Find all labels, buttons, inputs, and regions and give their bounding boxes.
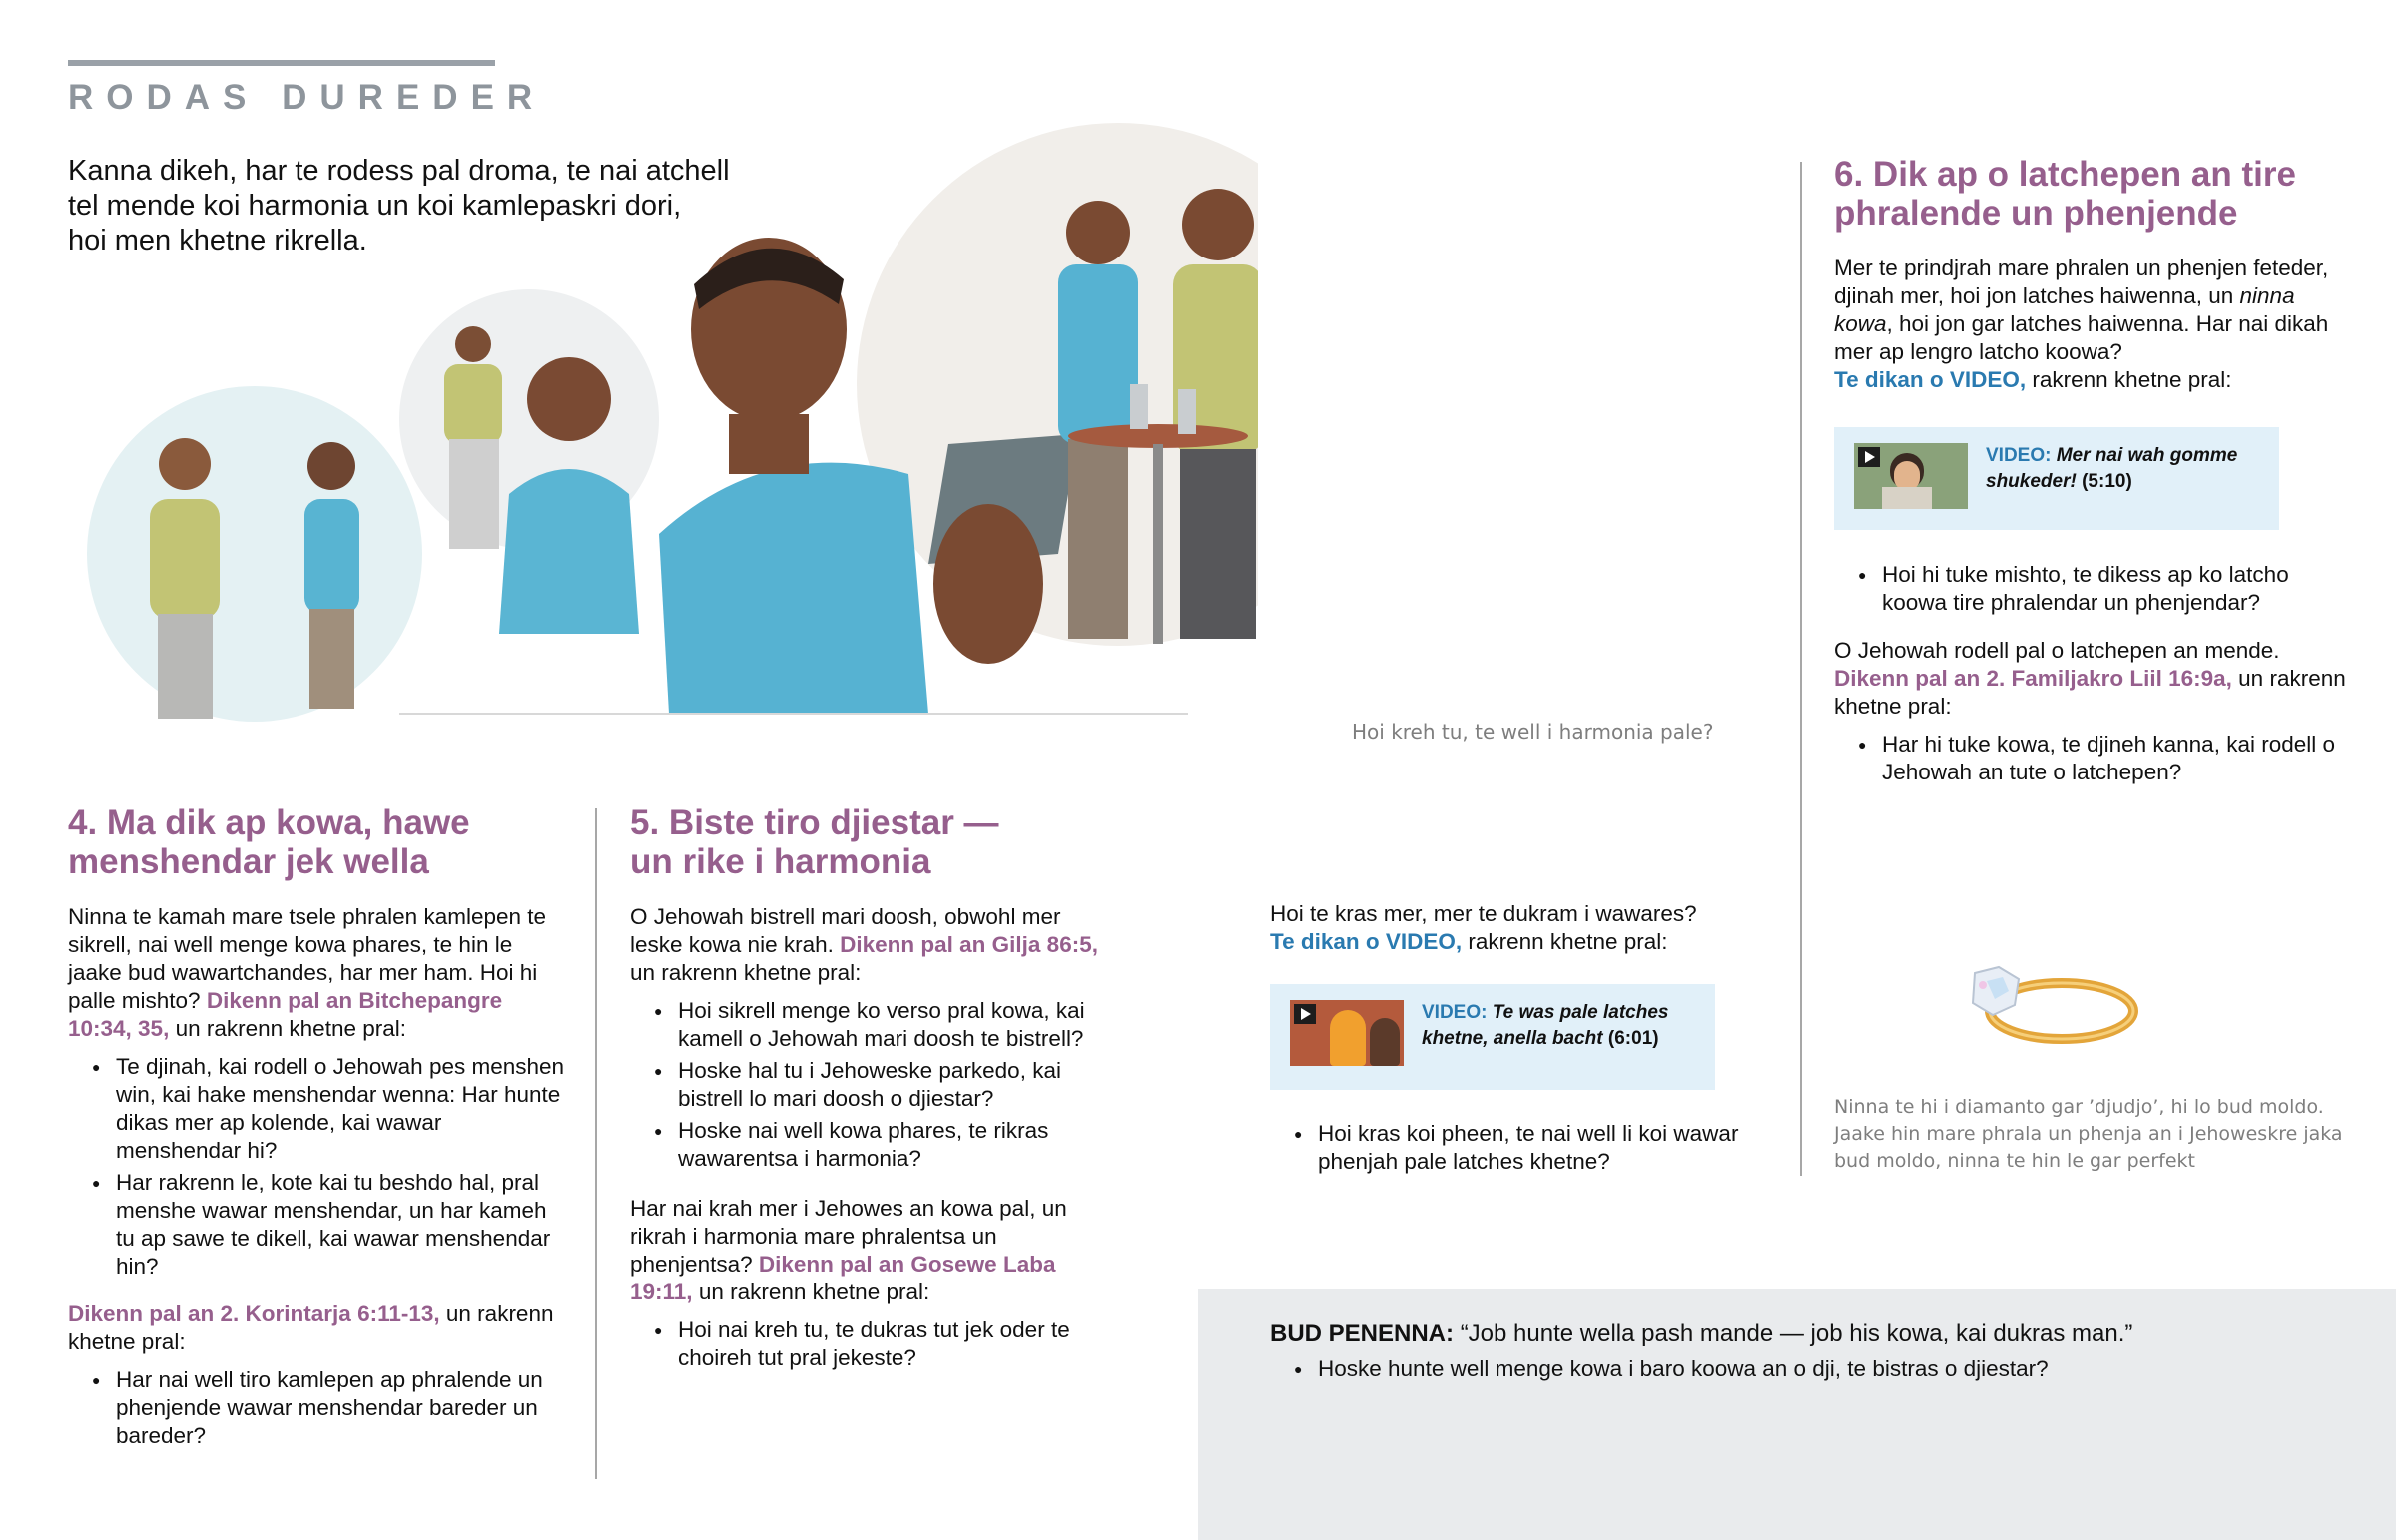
middle-block — [1270, 900, 1789, 956]
middle-video-prompt: Te dikan o VIDEO, rakrenn khetne pral: — [1270, 929, 1668, 954]
summary-content — [1270, 1319, 2368, 1383]
section-5-title: 5. Biste tiro djiestar — un rike i harmonia — [630, 803, 999, 881]
video-title-middle: VIDEO: Te was pale latches khetne, anella bacht (6:01) — [1422, 1002, 1669, 1049]
section-4-paragraph-2: Dikenn pal an 2. Korintarja 6:11-13, un rakrenn khetne pral: — [68, 1301, 554, 1354]
section-4-paragraph: Ninna te kamah mare tsele phralen kamlepen te sikrell, nai well menge kowa phares, te hin le jaake bud wawartchandes, har mer ham. Hoi hi palle mishto? Dikenn pal an Bitchepangre 10:34, 35, un rakrenn khetne pral: — [68, 904, 547, 1041]
section-5-paragraph-2: Har nai krah mer i Jehowes an kowa pal, un rikrah i harmonia mare phralentsa un phenjentsa? Dikenn pal an Gosewe Laba 19:11, un rakrenn khetne pral: — [630, 1196, 1067, 1304]
question-item: ● Hoske hunte well menge kowa i baro koowa an o dji, te bistras o djiestar? — [1270, 1355, 2368, 1383]
scripture-reference[interactable]: Dikenn pal an 2. Familjakro Liil 16:9a, — [1834, 666, 2232, 691]
scripture-reference[interactable]: Dikenn pal an 2. Korintarja 6:11-13, — [68, 1301, 440, 1326]
section-6-paragraph-2: O Jehowah rodell pal o latchepen an mende. Dikenn pal an 2. Familjakro Liil 16:9a, un rakrenn khetne pral: — [1834, 638, 2346, 719]
question-item: ● Har hi tuke kowa, te djineh kanna, kai rodell o Jehowah an tute o latchepen? — [1834, 731, 2353, 786]
section-6-questions-2 — [1834, 731, 2353, 786]
section-4 — [68, 803, 567, 1450]
video-card-section-6[interactable] — [1834, 427, 2279, 530]
diamond-ring-icon — [1937, 953, 2146, 1073]
section-5-questions — [630, 997, 1099, 1173]
ring-caption: Ninna te hi i diamanto gar ’djudjo’, hi lo bud moldo. Jaake hin mare phrala un phenja an i Jehoweskre jaka bud moldo, ninna te hin le gar perfekt — [1834, 1096, 2343, 1172]
question-item: ● Hoi nai kreh tu, te dukras tut jek oder te choireh tut pral jekeste? — [630, 1316, 1099, 1372]
section-6-title: 6. Dik ap o latchepen an tire phralende un phenjende — [1834, 155, 2296, 233]
question-item: ● Hoi sikrell menge ko verso pral kowa, kai kamell o Jehowah mari doosh te bistrell? — [630, 997, 1099, 1053]
header-rule — [68, 60, 495, 66]
question-item: ● Te djinah, kai rodell o Jehowah pes menshen win, kai hake menshendar wenna: Har hunte dikas mer ap kolende, kai wawar menshendar hi? — [68, 1053, 567, 1165]
video-thumbnail[interactable] — [1290, 1000, 1404, 1066]
middle-questions — [1270, 1116, 1789, 1176]
middle-question: Hoi te kras mer, mer te dukram i wawares? — [1270, 901, 1697, 926]
question-item: ● Har nai well tiro kamlepen ap phralende un phenjende wawar menshendar bareder un bareder? — [68, 1366, 567, 1450]
summary-text: BUD PENENNA: “Job hunte wella pash mande — job his kowa, kai dukras man.” — [1270, 1320, 2133, 1347]
section-4-questions-2 — [68, 1366, 567, 1450]
play-icon — [1294, 1004, 1316, 1024]
video-card-middle[interactable] — [1270, 984, 1715, 1090]
section-4-title: 4. Ma dik ap kowa, hawe menshendar jek wella — [68, 803, 470, 881]
video-link[interactable]: Te dikan o VIDEO, — [1834, 367, 2027, 392]
section-4-questions — [68, 1053, 567, 1281]
section-6-lower — [1834, 557, 2353, 786]
illustration-group — [70, 115, 1258, 734]
circle-bg-left — [87, 386, 422, 722]
scripture-reference[interactable]: Dikenn pal an Gilja 86:5, — [840, 932, 1098, 957]
section-5-paragraph: O Jehowah bistrell mari doosh, obwohl mer leske kowa nie krah. Dikenn pal an Gilja 86:5, un rakrenn khetne pral: — [630, 904, 1098, 985]
question-item: ● Hoi hi tuke mishto, te dikess ap ko latcho koowa tire phralendar un phenjendar? — [1834, 561, 2353, 617]
question-item: ● Hoske nai well kowa phares, te rikras wawarentsa i harmonia? — [630, 1117, 1099, 1173]
section-6-paragraph: Mer te prindjrah mare phralen un phenjen feteder, djinah mer, hoi jon latches haiwenna, un ninna kowa, hoi jon gar latches haiwenna. Har nai dikah mer ap lengro latcho koowa? — [1834, 256, 2329, 364]
section-6-questions — [1834, 561, 2353, 617]
play-icon — [1858, 447, 1880, 467]
intro-text: Kanna dikeh, har te rodess pal droma, te nai atchell tel mende koi harmonia un koi kamlepaskri dori, hoi men khetne rikrella. — [68, 155, 730, 257]
illustration-caption: Hoi kreh tu, te well i harmonia pale? — [1352, 720, 1714, 744]
section-kicker: RODAS DUREDER — [68, 78, 546, 117]
question-item: ● Hoske hal tu i Jehoweske parkedo, kai bistrell lo mari doosh o djiestar? — [630, 1057, 1099, 1113]
section-6 — [1834, 155, 2353, 394]
video-thumbnail[interactable] — [1854, 443, 1968, 509]
video-link[interactable]: Te dikan o VIDEO, — [1270, 929, 1463, 954]
video-title-section-6: VIDEO: Mer nai wah gomme shukeder! (5:10) — [1986, 445, 2238, 492]
summary-questions — [1270, 1355, 2368, 1383]
section-5 — [630, 803, 1099, 1372]
question-item: ● Har rakrenn le, kote kai tu beshdo hal, pral menshe wawar menshendar, un har kameh tu ap sawe te dikell, kai wawar menshendar hin? — [68, 1169, 567, 1281]
question-item: ● Hoi kras koi pheen, te nai well li koi wawar phenjah pale latches khetne? — [1270, 1120, 1789, 1176]
column-divider — [595, 808, 597, 1479]
scripture-reference[interactable]: Dikenn pal an Bitchepangre 10:34, 35, — [68, 988, 503, 1041]
scripture-reference[interactable]: Dikenn pal an Gosewe Laba 19:11, — [630, 1252, 1056, 1304]
section-5-questions-2 — [630, 1316, 1099, 1372]
column-divider-right — [1800, 162, 1802, 1176]
section-6-video-prompt: Te dikan o VIDEO, rakrenn khetne pral: — [1834, 367, 2232, 392]
